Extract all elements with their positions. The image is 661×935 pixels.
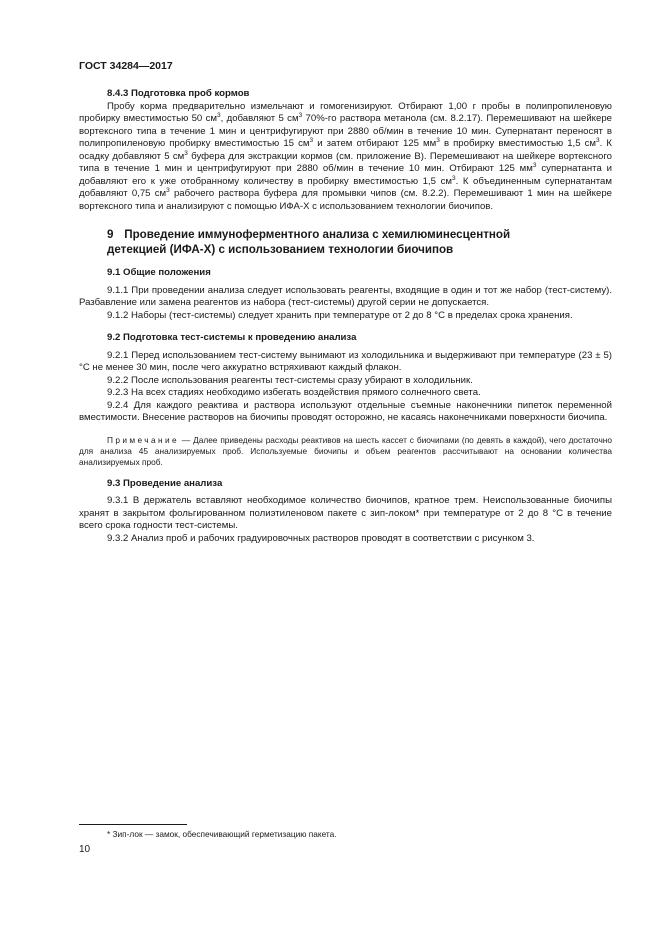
paragraph-9-2-4: 9.2.4 Для каждого реактива и раствора используют отдельные съемные наконечники пипеток переменной вместимости. Внесение растворов на биочипы проводят осторожно, не касаясь наконечниками поверхности биочипа.: [79, 399, 612, 423]
page-number: 10: [79, 844, 91, 855]
section-9-3-title: 9.3 Проведение анализа: [107, 477, 223, 489]
paragraph-9-2-1: 9.2.1 Перед использованием тест-систему вынимают из холодильника и выдерживают при температуре (23 ± 5) °С не менее 30 мин, после чего аккуратно встряхивают каждый флакон.: [79, 349, 612, 373]
paragraph-9-1-2: 9.1.2 Наборы (тест-системы) следует хранить при температуре от 2 до 8 °С в пределах срока хранения.: [107, 309, 573, 321]
footnote-divider: [79, 824, 187, 825]
section-9-2-title: 9.2 Подготовка тест-системы к проведению анализа: [107, 332, 357, 343]
section-9-number: 9: [107, 228, 114, 241]
paragraph-9-1-1: 9.1.1 При проведении анализа следует использовать реагенты, входящие в один и тот же набор (тест-систему). Разбавление или замена реагентов из набора (тест-системы) другой серии не допускается.: [79, 284, 612, 308]
section-9-title-line1: Проведение иммуноферментного анализа с хемилюминесцентной: [124, 228, 511, 241]
note-text: — Далее приведены расходы реактивов на шесть кассет с биочипами (по девять в каждой), чего достаточно для анализа 45 анализируемых проб. Используемые биочипы и объем реагентов рассчитывают на основании количества анализируемых проб.: [79, 434, 612, 467]
paragraph-9-2-3: 9.2.3 На всех стадиях необходимо избегать воздействия прямого солнечного света.: [107, 387, 481, 398]
paragraph-9-3-1: 9.3.1 В держатель вставляют необходимое количество биочипов, кратное трем. Неиспользованные биочипы хранят в закрытом фольгированном полиэтиленовом пакете с зип-локом* при температуре от 2 до 8 °С в течение всего срока годности тест-системы.: [79, 495, 612, 531]
paragraph-9-2-2: 9.2.2 После использования реагенты тест-системы сразу убирают в холодильник.: [107, 374, 473, 386]
section-8-4-3-paragraph: Пробу корма предварительно измельчают и гомогенизируют. Отбирают 1,00 г пробы в полипропиленовую пробирку вместимостью 50 $см^3$, добавляют 5 $см^3$ 70%-го раствора метанола (см. 8.2.17). Перемешивают на шейкере вортексного типа в течение 1 мин и центрифугируют при 2880 об/мин в течение 10 мин. Супернатант переносят в полипропиленовую пробирку вместимостью 15 $см^3$ и затем отбирают 125 $мм^3$ в пробирку вместимостью 1,5 $см^3$. К осадку добавляют 5 $см^3$ буфера для экстракции кормов (см. приложение В). Перемешивают на шейкере вортексного типа в течение 1 мин и центрифугируют при 2880 об/мин в течение 10 мин. Отбирают 125 $мм^3$ супернатанта и добавляют его к уже отобранному количеству в пробирку вместимостью 1,5 $см^3$. К объединенным супернатантам добавляют 0,75 $см^3$ рабочего раствора буфера для промывки чипов (см. 8.2.2). Перемешивают 1 мин на шейкере вортексного типа и анализируют с помощью ИФА-Х с использованием технологии биочипов.: [79, 100, 612, 212]
footnote: * Зип-лок — замок, обеспечивающий герметизацию пакета.: [107, 829, 337, 839]
section-8-4-3-title: 8.4.3 Подготовка проб кормов: [107, 88, 250, 99]
document-body: [79, 88, 612, 545]
paragraph-9-3-2: 9.3.2 Анализ проб и рабочих градуировочных растворов проводят в соответствии с рисунком 3.: [107, 532, 535, 544]
note-label: Примечание: [107, 434, 180, 445]
section-9-title-line2: детекцией (ИФА-Х) с использованием технологии биочипов: [107, 243, 454, 256]
section-9-1-title: 9.1 Общие положения: [107, 267, 211, 278]
document-header: ГОСТ 34284—2017: [79, 60, 173, 72]
section-9-title: [79, 227, 612, 257]
note-paragraph: [79, 435, 612, 468]
